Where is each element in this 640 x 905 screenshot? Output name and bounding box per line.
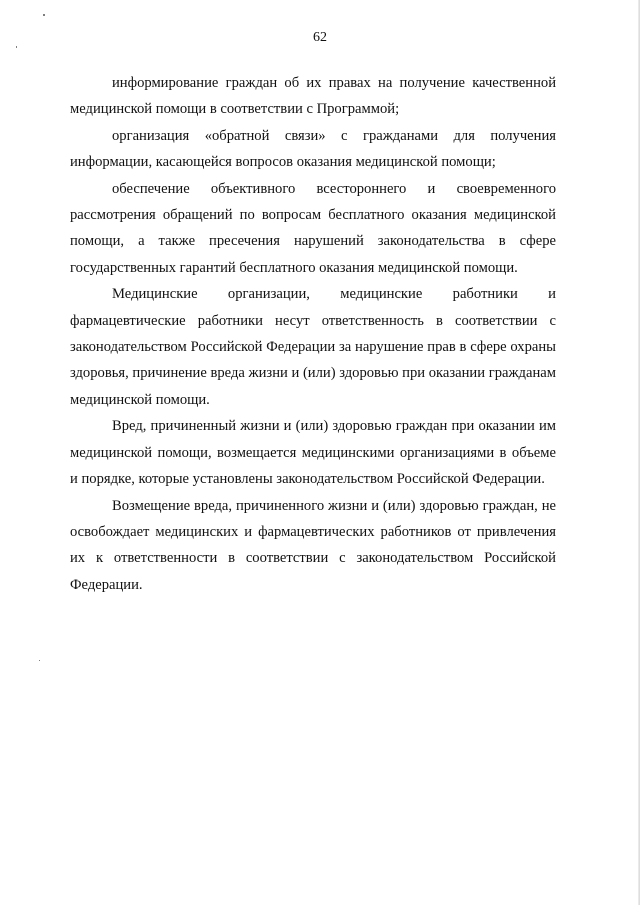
paragraph: Медицинские организации, медицинские работники и фармацевтические работники несут ответственность в соответствии с законодательством Российской Федерации за нарушение прав в сфере охраны здоровья, причинение вреда жизни и (или) здоровью при оказании гражданам медицинской помощи.	[70, 286, 556, 408]
paragraph: организация «обратной связи» с гражданами для получения информации, касающейся вопросов оказания медицинской помощи;	[70, 127, 556, 171]
scan-speck	[16, 46, 17, 48]
paragraph: обеспечение объективного всестороннего и своевременного рассмотрения обращений по вопросам бесплатного оказания медицинской помощи, а также пресечения нарушений законодательства в сфере государственных гарантий бесплатного оказания медицинской помощи.	[70, 180, 556, 276]
scan-speck	[39, 660, 40, 661]
paragraph: информирование граждан об их правах на получение качественной медицинской помощи в соответствии с Программой;	[70, 75, 556, 118]
paragraph: Вред, причиненный жизни и (или) здоровью граждан при оказании им медицинской помощи, возмещается медицинскими организациями в объеме и порядке, которые установлены законодательством Российской Федерации.	[70, 418, 556, 488]
page-number: 62	[313, 30, 327, 45]
scan-speck	[43, 14, 45, 16]
paragraph: Возмещение вреда, причиненного жизни и (или) здоровью граждан, не освобождает медицинских и фармацевтических работников от привлечения их к ответственности в соответствии с законодательством Российской Федерации.	[70, 497, 556, 593]
document-body	[70, 70, 556, 598]
